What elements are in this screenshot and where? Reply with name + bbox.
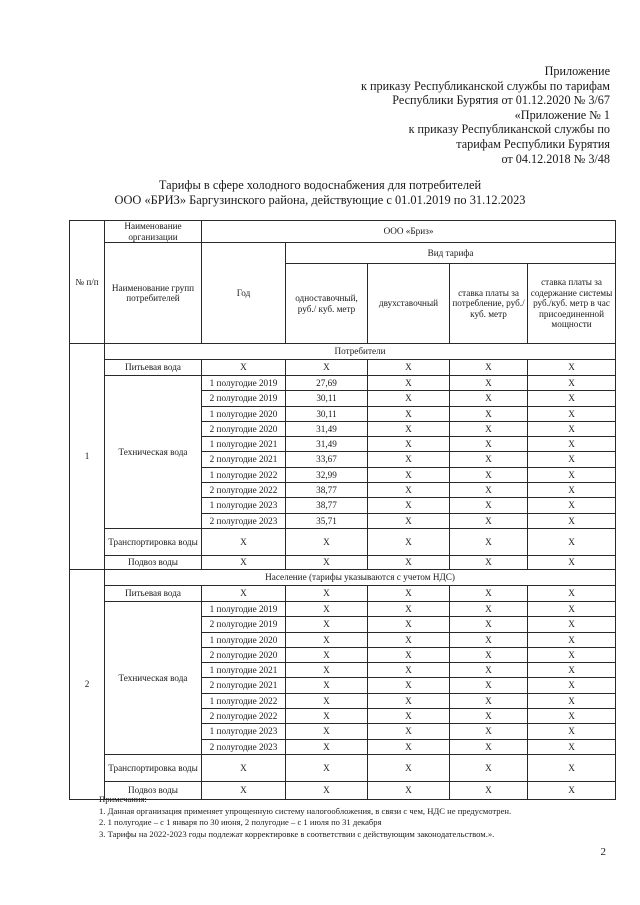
na-mark: X — [450, 421, 528, 436]
na-mark: X — [286, 781, 368, 799]
na-mark: X — [528, 513, 616, 528]
col-tariff-type-header: Вид тарифа — [286, 243, 616, 264]
na-mark: X — [450, 555, 528, 569]
na-mark: X — [368, 555, 450, 569]
na-mark: X — [528, 555, 616, 569]
na-mark: X — [528, 693, 616, 708]
period-label: 1 полугодие 2020 — [202, 406, 286, 421]
na-mark: X — [450, 585, 528, 601]
approval-header — [361, 64, 610, 166]
na-mark: X — [202, 781, 286, 799]
na-mark: X — [368, 421, 450, 436]
na-mark: X — [528, 632, 616, 647]
group-technical-water: Техническая вода — [105, 376, 202, 529]
single-rate-value: X — [286, 632, 368, 647]
single-rate-value: 30,11 — [286, 406, 368, 421]
period-label: 2 полугодие 2021 — [202, 452, 286, 467]
na-mark: X — [450, 693, 528, 708]
na-mark: X — [286, 555, 368, 569]
single-rate-value: 38,77 — [286, 498, 368, 513]
header-line: «Приложение № 1 — [514, 107, 610, 122]
group-technical-water: Техническая вода — [105, 601, 202, 754]
na-mark: X — [450, 647, 528, 662]
na-mark: X — [528, 709, 616, 724]
single-rate-value: X — [286, 693, 368, 708]
na-mark: X — [450, 601, 528, 616]
na-mark: X — [528, 601, 616, 616]
na-mark: X — [368, 601, 450, 616]
na-mark: X — [450, 452, 528, 467]
na-mark: X — [450, 513, 528, 528]
group-water-delivery: Подвоз воды — [105, 555, 202, 569]
na-mark: X — [450, 739, 528, 754]
na-mark: X — [202, 555, 286, 569]
na-mark: X — [528, 406, 616, 421]
period-label: 2 полугодие 2022 — [202, 483, 286, 498]
na-mark: X — [528, 663, 616, 678]
org-name: ООО «Бриз» — [202, 221, 616, 243]
na-mark: X — [450, 632, 528, 647]
row-number: 2 — [70, 569, 105, 799]
col-num-header: № п/п — [70, 221, 105, 344]
na-mark: X — [368, 376, 450, 391]
single-rate-value: 35,71 — [286, 513, 368, 528]
group-water-transport: Транспортировка воды — [105, 754, 202, 781]
section-heading: Население (тарифы указываются с учетом НДС) — [105, 569, 616, 585]
group-drinking-water: Питьевая вода — [105, 585, 202, 601]
na-mark: X — [450, 754, 528, 781]
na-mark: X — [368, 663, 450, 678]
na-mark: X — [202, 585, 286, 601]
single-rate-value: X — [286, 724, 368, 739]
na-mark: X — [450, 528, 528, 555]
na-mark: X — [450, 391, 528, 406]
section-population — [70, 569, 616, 799]
na-mark: X — [368, 437, 450, 452]
na-mark: X — [368, 360, 450, 376]
na-mark: X — [528, 678, 616, 693]
na-mark: X — [368, 781, 450, 799]
na-mark: X — [528, 483, 616, 498]
na-mark: X — [368, 528, 450, 555]
na-mark: X — [528, 360, 616, 376]
na-mark: X — [450, 437, 528, 452]
header-line: к приказу Республиканской службы по тарифам — [361, 78, 610, 93]
period-label: 1 полугодие 2023 — [202, 724, 286, 739]
na-mark: X — [202, 754, 286, 781]
period-label: 1 полугодие 2019 — [202, 376, 286, 391]
period-label: 2 полугодие 2022 — [202, 709, 286, 724]
na-mark: X — [286, 528, 368, 555]
na-mark: X — [528, 391, 616, 406]
period-label: 2 полугодие 2023 — [202, 739, 286, 754]
na-mark: X — [368, 632, 450, 647]
group-water-delivery: Подвоз воды — [105, 781, 202, 799]
tariff-table — [69, 220, 616, 800]
single-rate-value: 27,69 — [286, 376, 368, 391]
na-mark: X — [528, 781, 616, 799]
col-maintenance-header: ставка платы за содержание системы руб./куб. метр в час присоединенной мощности — [528, 264, 616, 344]
header-line: Приложение — [544, 64, 610, 78]
na-mark: X — [368, 452, 450, 467]
single-rate-value: X — [286, 709, 368, 724]
period-label: 1 полугодие 2022 — [202, 693, 286, 708]
period-label: 2 полугодие 2019 — [202, 391, 286, 406]
single-rate-value: X — [286, 678, 368, 693]
period-label: 2 полугодие 2019 — [202, 617, 286, 632]
na-mark: X — [286, 585, 368, 601]
na-mark: X — [528, 754, 616, 781]
single-rate-value: X — [286, 617, 368, 632]
na-mark: X — [528, 437, 616, 452]
na-mark: X — [450, 663, 528, 678]
na-mark: X — [450, 498, 528, 513]
na-mark: X — [450, 467, 528, 482]
na-mark: X — [528, 647, 616, 662]
na-mark: X — [528, 421, 616, 436]
section-heading: Потребители — [105, 344, 616, 360]
period-label: 2 полугодие 2020 — [202, 647, 286, 662]
na-mark: X — [450, 406, 528, 421]
note-item: 3. Тарифы на 2022-2023 годы подлежат корректировке в соответствии с действующим законодательством.». — [99, 828, 495, 839]
na-mark: X — [368, 754, 450, 781]
single-rate-value: 30,11 — [286, 391, 368, 406]
single-rate-value: X — [286, 739, 368, 754]
col-org-name-header: Наименование организации — [105, 221, 202, 243]
title-line-2: ООО «БРИЗ» Баргузинского района, действующие с 01.01.2019 по 31.12.2023 — [114, 193, 526, 207]
table-header — [70, 221, 616, 344]
na-mark: X — [368, 585, 450, 601]
header-line: Республики Бурятия от 01.12.2020 № 3/67 — [392, 93, 610, 108]
row-number: 1 — [70, 344, 105, 570]
header-line: к приказу Республиканской службы по — [408, 122, 610, 137]
period-label: 2 полугодие 2020 — [202, 421, 286, 436]
single-rate-value: 32,99 — [286, 467, 368, 482]
na-mark: X — [368, 709, 450, 724]
na-mark: X — [450, 360, 528, 376]
period-label: 2 полугодие 2023 — [202, 513, 286, 528]
na-mark: X — [368, 739, 450, 754]
na-mark: X — [528, 498, 616, 513]
na-mark: X — [450, 678, 528, 693]
notes-title: Примечания: — [99, 794, 147, 804]
col-double-header: двухставочный — [368, 264, 450, 344]
na-mark: X — [528, 452, 616, 467]
note-item: 1. Данная организация применяет упрощенную систему налогообложения, в связи с чем, НДС не предусмотрен. — [99, 805, 512, 816]
na-mark: X — [450, 617, 528, 632]
na-mark: X — [368, 391, 450, 406]
document-title — [0, 178, 640, 208]
single-rate-value: 33,67 — [286, 452, 368, 467]
na-mark: X — [286, 360, 368, 376]
na-mark: X — [202, 360, 286, 376]
na-mark: X — [528, 739, 616, 754]
period-label: 2 полугодие 2021 — [202, 678, 286, 693]
group-water-transport: Транспортировка воды — [105, 528, 202, 555]
single-rate-value: 38,77 — [286, 483, 368, 498]
col-year-header: Год — [202, 243, 286, 344]
na-mark: X — [368, 678, 450, 693]
single-rate-value: X — [286, 647, 368, 662]
na-mark: X — [450, 709, 528, 724]
na-mark: X — [286, 754, 368, 781]
na-mark: X — [202, 528, 286, 555]
na-mark: X — [368, 467, 450, 482]
page-number: 2 — [600, 846, 606, 858]
na-mark: X — [528, 467, 616, 482]
section-consumers — [70, 344, 616, 570]
note-item: 2. 1 полугодие – с 1 января по 30 июня, 2 полугодие – с 1 июля по 31 декабря — [99, 817, 382, 828]
title-line-1: Тарифы в сфере холодного водоснабжения для потребителей — [158, 178, 482, 192]
na-mark: X — [450, 724, 528, 739]
period-label: 1 полугодие 2021 — [202, 437, 286, 452]
na-mark: X — [368, 647, 450, 662]
col-group-header: Наименование групп потребителей — [105, 243, 202, 344]
single-rate-value: X — [286, 601, 368, 616]
na-mark: X — [528, 617, 616, 632]
na-mark: X — [528, 585, 616, 601]
na-mark: X — [368, 693, 450, 708]
na-mark: X — [368, 617, 450, 632]
period-label: 1 полугодие 2020 — [202, 632, 286, 647]
header-line: от 04.12.2018 № 3/48 — [501, 151, 610, 166]
period-label: 1 полугодие 2023 — [202, 498, 286, 513]
col-consumption-header: ставка платы за потребление, руб./ куб. метр — [450, 264, 528, 344]
na-mark: X — [368, 406, 450, 421]
single-rate-value: 31,49 — [286, 421, 368, 436]
na-mark: X — [450, 781, 528, 799]
single-rate-value: X — [286, 663, 368, 678]
na-mark: X — [368, 483, 450, 498]
notes — [99, 794, 511, 840]
header-line: тарифам Республики Бурятия — [456, 136, 610, 151]
period-label: 1 полугодие 2021 — [202, 663, 286, 678]
col-single-header: одноставочный, руб./ куб. метр — [286, 264, 368, 344]
group-drinking-water: Питьевая вода — [105, 360, 202, 376]
period-label: 1 полугодие 2019 — [202, 601, 286, 616]
na-mark: X — [528, 724, 616, 739]
na-mark: X — [368, 724, 450, 739]
na-mark: X — [368, 498, 450, 513]
na-mark: X — [450, 376, 528, 391]
na-mark: X — [450, 483, 528, 498]
na-mark: X — [528, 376, 616, 391]
period-label: 1 полугодие 2022 — [202, 467, 286, 482]
single-rate-value: 31,49 — [286, 437, 368, 452]
na-mark: X — [528, 528, 616, 555]
na-mark: X — [368, 513, 450, 528]
